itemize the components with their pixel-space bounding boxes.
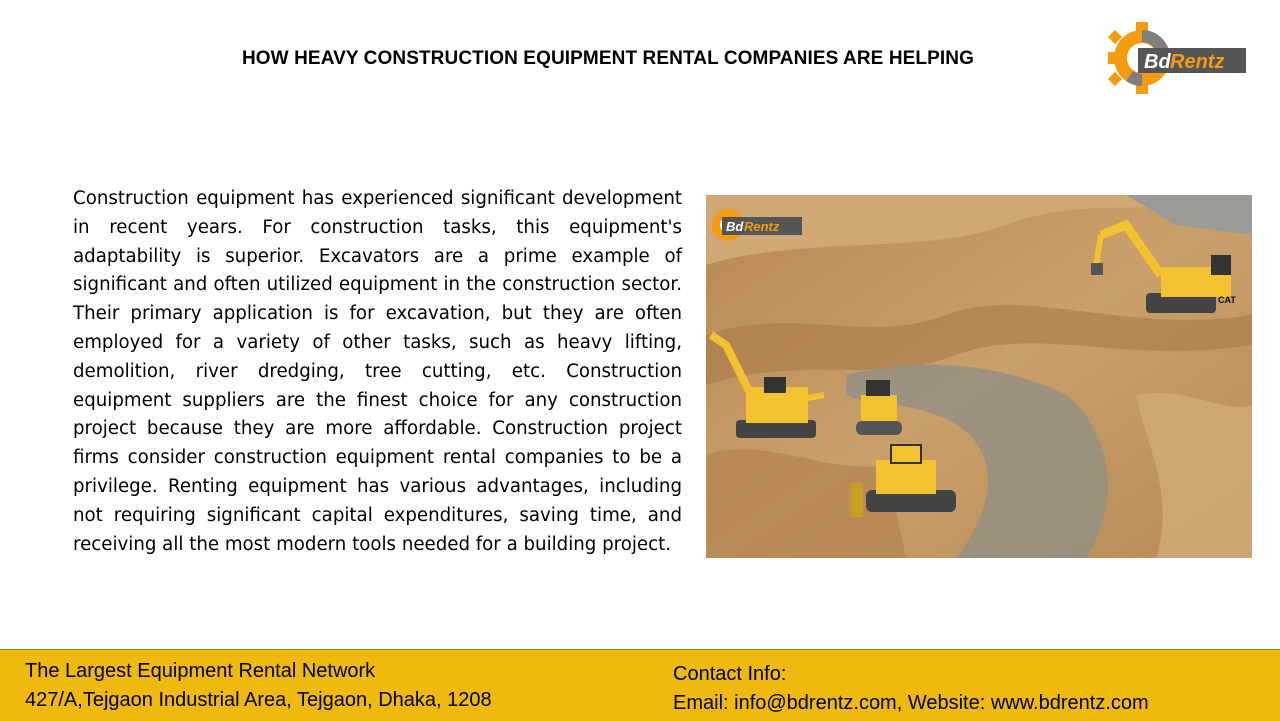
machine-label: CAT	[1218, 295, 1236, 305]
footer-contact-info	[673, 660, 1149, 718]
footer-bar	[0, 649, 1280, 721]
logo-bd-text: Bd	[1144, 51, 1171, 73]
construction-site-photo	[706, 195, 1252, 558]
footer-contact-line[interactable]: Email: info@bdrentz.com, Website: www.bdrentz.com	[673, 692, 1149, 714]
watermark-rentz-text: Rentz	[744, 219, 780, 234]
footer-address: 427/A,Tejgaon Industrial Area, Tejgaon, Dhaka, 1208	[25, 689, 492, 711]
article-paragraph: Construction equipment has experienced significant development in recent years. For construction tasks, this equipment's adaptability is superior. Excavators are a prime example of significant and often utilized equipment in the construction sector. Their primary application is for excavation, but they are often employed for a variety of other tasks, such as heavy lifting, demolition, river dredging, tree cutting, etc. Construction equipment suppliers are the finest choice for any construction project because they are more affordable. Construction project firms consider construction equipment rental companies to be a privilege. Renting equipment has various advantages, including not requiring significant capital expenditures, saving time, and receiving all the most modern tools needed for a building project.	[73, 188, 682, 555]
footer-contact-heading: Contact Info:	[673, 663, 787, 685]
footer-tagline: The Largest Equipment Rental Network	[25, 660, 376, 682]
logo-rentz-text: Rentz	[1170, 51, 1225, 73]
footer-company-info	[25, 657, 492, 715]
watermark-bd-text: Bd	[726, 219, 744, 234]
page-title: HOW HEAVY CONSTRUCTION EQUIPMENT RENTAL COMPANIES ARE HELPING	[241, 48, 974, 69]
bdrentz-logo	[1106, 20, 1248, 96]
